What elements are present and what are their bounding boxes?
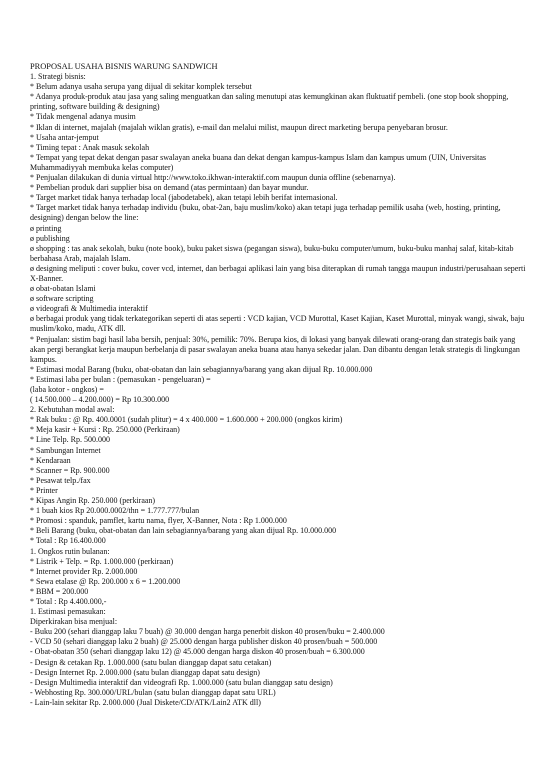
- document-line: ø software scripting: [30, 294, 94, 304]
- document-line: * Usaha antar-jemput: [30, 132, 99, 142]
- document-line: ø obat-obatan Islami: [30, 284, 96, 294]
- document-line: * Penjualan dilakukan di dunia virtual http://www.toko.ikhwan-interaktif.com maupun dunia offline (sebenarnya).: [30, 173, 396, 183]
- document-line: - Design Internet Rp. 2.000.000 (satu bulan dianggap dapat satu design): [30, 667, 260, 677]
- document-line: * Listrik + Telp. = Rp. 1.000.000 (perkiraan): [30, 556, 174, 566]
- document-line: * Estimasi modal Barang (buku, obat-obatan dan lain sebagiannya/barang yang akan dijual Rp. 10.000.000: [30, 364, 373, 374]
- document-line: * Line Telp. Rp. 500.000: [30, 435, 110, 445]
- document-line: * Pesawat telp./fax: [30, 475, 91, 485]
- document-line: * Tidak mengenal adanya musim: [30, 112, 136, 122]
- document-line: * Target market tidak hanya terhadap individu (buku, obat-2an, baju muslim/koko) akan tetapi juga terhadap pemilik usaha (web, hosting, printing, designing) dengan below the line:: [30, 203, 501, 223]
- document-line: * Internet provider Rp. 2.000.000: [30, 566, 138, 576]
- document-line: ( 14.500.000 – 4.200.000) = Rp 10.300.000: [30, 395, 170, 405]
- document-line: * 1 buah kios Rp 20.000.0002/thn = 1.777.777/bulan: [30, 506, 200, 516]
- document-line: * Timing tepat : Anak masuk sekolah: [30, 142, 150, 152]
- document-line: * Adanya produk-produk atau jasa yang saling menguatkan dan saling menutupi atas kemungkinan akan fluktuatif pembeli. (one stop book shopping, printing, software building & designing): [30, 92, 509, 112]
- document-line: - Buku 200 (sehari dianggap laku 7 buah) @ 30.000 dengan harga penerbit diskon 40 prosen/buku = 2.400.000: [30, 627, 385, 637]
- document-line: * Belum adanya usaha serupa yang dijual di sekitar komplek tersebut: [30, 82, 252, 92]
- document-line: * Estimasi laba per bulan : (pemasukan - pengeluaran) =: [30, 374, 211, 384]
- document-line: 1. Estimasi pemasukan:: [30, 607, 106, 617]
- document-title: PROPOSAL USAHA BISNIS WARUNG SANDWICH: [30, 62, 218, 71]
- document-line: * BBM = 200.000: [30, 586, 89, 596]
- document-line: - Obat-obatan 350 (sehari dianggap laku 12) @ 45.000 dengan harga diskon 40 prosen/buah = 6.300.000: [30, 647, 365, 657]
- document-line: * Scanner = Rp. 900.000: [30, 465, 110, 475]
- document-line: * Total : Rp 16.400.000: [30, 536, 106, 546]
- document-page: [30, 62, 530, 708]
- document-line: ø printing: [30, 223, 62, 233]
- document-line: ø videografi & Multimedia interaktif: [30, 304, 148, 314]
- document-line: - VCD 50 (sehari dianggap laku 2 buah) @ 25.000 dengan harga publisher diskon 40 prosen/buah = 500.000: [30, 637, 378, 647]
- document-line: 2. Kebutuhan modal awal:: [30, 405, 115, 415]
- document-line: - Webhosting Rp. 300.000/URL/bulan (satu bulan dianggap dapat satu URL): [30, 687, 276, 697]
- document-line: * Printer: [30, 485, 58, 495]
- document-line: ø berbagai produk yang tidak terkategorikan seperti di atas seperti : VCD kajian, VCD Murottal, Kaset Kajian, Kaset Murottal, minyak wangi, siwak, baju muslim/koko, madu, ATK dll.: [30, 314, 525, 334]
- document-line: * Kipas Angin Rp. 250.000 (perkiraan): [30, 496, 156, 506]
- document-line: * Promosi : spanduk, pamflet, kartu nama, flyer, X-Banner, Nota : Rp 1.000.000: [30, 516, 287, 526]
- document-line: * Iklan di internet, majalah (majalah wiklan gratis), e-mail dan melalui milist, maupun direct marketing berupa penyebaran brosur.: [30, 122, 448, 132]
- document-line: * Meja kasir + Kursi : Rp. 250.000 (Perkiraan): [30, 425, 180, 435]
- document-line: ø designing meliputi : cover buku, cover vcd, internet, dan berbagai aplikasi lain yang bisa diterapkan di rumah tangga maupun industri/perusahaan seperti X-Banner.: [30, 263, 526, 283]
- document-line: * Pembelian produk dari supplier bisa on demand (atas permintaan) dan bayar mundur.: [30, 183, 309, 193]
- document-line: 1. Strategi bisnis:: [30, 72, 86, 82]
- document-line: - Design Multimedia interaktif dan videografi Rp. 1.000.000 (satu bulan dianggap satu design): [30, 677, 333, 687]
- document-line: - Design & cetakan Rp. 1.000.000 (satu bulan dianggap dapat satu cetakan): [30, 657, 272, 667]
- document-line: * Target market tidak hanya terhadap local (jabodetabek), akan tetapi lebih berifat internasional.: [30, 193, 338, 203]
- document-line: (laba kotor - ongkos) =: [30, 385, 104, 394]
- document-line: 1. Ongkos rutin bulanan:: [30, 546, 110, 556]
- document-line: - Lain-lain sekitar Rp. 2.000.000 (Jual Diskete/CD/ATK/Lain2 ATK dll): [30, 697, 261, 707]
- document-line: * Beli Barang (buku, obat-obatan dan lain sebagiannya/barang yang akan dijual Rp. 10.000.000: [30, 526, 337, 536]
- document-body: [30, 72, 530, 708]
- document-line: * Kendaraan: [30, 455, 71, 465]
- document-line: * Tempat yang tepat dekat dengan pasar swalayan aneka buana dan dekat dengan kampus-kampus Islam dan kampus umum (UIN, Universitas Muhammadiyyah membuka kelas computer): [30, 152, 487, 172]
- document-line: * Sambungan Internet: [30, 445, 101, 455]
- document-line: * Rak buku : @ Rp. 400.0001 (sudah plitur) = 4 x 400.000 = 1.600.000 + 200.000 (ongkos kirim): [30, 415, 343, 425]
- document-line: * Sewa etalase @ Rp. 200.000 x 6 = 1.200.000: [30, 576, 181, 586]
- document-line: Diperkirakan bisa menjual:: [30, 617, 118, 627]
- document-line: * Penjualan: sistim bagi hasil laba bersih, penjual: 30%, pemilik: 70%. Berupa kios, di lokasi yang banyak dilewati orang-orang dan strategis baik yang akan pergi berangkat kerja maupun berbelanja di pasar swalayan aneka buana atau hanya sekedar jalan. Dan dibantu dengan letak strategis di lingkungan kampus.: [30, 334, 520, 364]
- document-line: ø shopping : tas anak sekolah, buku (note book), buku paket siswa (pegangan siswa), buku-buku computer/umum, buku-buku manhaj salaf, kitab-kitab berbahasa Arab, majalah Islam.: [30, 243, 514, 263]
- document-line: * Total : Rp 4.400.000,-: [30, 596, 107, 606]
- document-line: ø publishing: [30, 233, 70, 243]
